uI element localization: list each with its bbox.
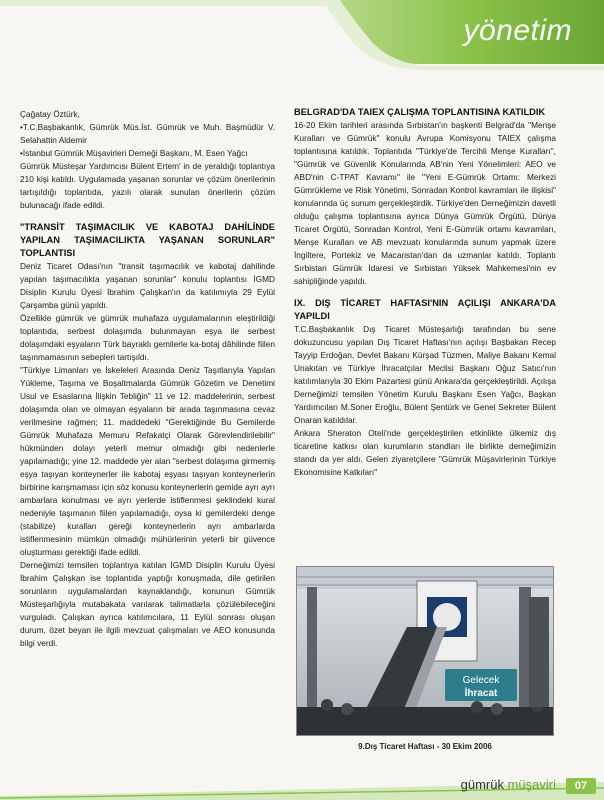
magazine-word-1: gümrük xyxy=(460,777,504,792)
left-column xyxy=(20,108,275,650)
section-title: yönetim xyxy=(463,14,572,47)
banner-text-2: İhracat xyxy=(464,688,498,699)
magazine-word-2: müşaviri xyxy=(507,777,556,792)
paragraph: Çağatay Öztürk, xyxy=(20,109,80,119)
section-heading: BELGRAD'DA TAIEX ÇALIŞMA TOPLANTISINA KATILDIK xyxy=(294,107,546,117)
paragraph: "Türkiye Limanları ve İskeleleri Arasında Deniz Taşıtlarıyla Yapılan Yükleme, Taşıma ve Boşaltmalarda Gümrük Gözetim ve Denetimi Usul ve Esaslarına İlişkin Tebliğin" 11 ve 12. maddelerinin, serbest dolaşımda olan ve olmayan eşyaların bir arada taşınmasına cevaz verilmesine rağmen; 11. maddedeki "Gerektiğinde Bu Gemilerde Gümrük Muhafaza Memuru Refakatçi Olarak Görevlendirilebilir" hükmünden dolayı yeterli memur olmadığı gibi nedenlerle yapılamadığı; yine 12. maddede yer alan "serbest dolaşıma girmemiş eşya taşıyan konteynerler ile kabotaj eşyası taşıyan konteynerlerin birbirine karışmaması için söz konusu konteynerlerin gemide ayrı ayrı ambarlara konulması ve ayrı yerlerde istiflenmesi şeklindeki kural nedeniyle taşımanın fiilen yapılamadığı, oysa ki gemilerdeki denge (stabilize) kuralları gereği konteynerlerin ayrı ambarlarda istiflenmesinin mümkün olmadığı mühürlerinin yeterli bir güvence oluşturması gerektiği ifade edildi. xyxy=(20,365,275,557)
paragraph: Derneğimizi temsilen toplantıya katılan İGMD Disiplin Kurulu Üyesi İbrahim Çalışkan ise toplantıda yaptığı konuşmada, dile getirilen sorunların uygulamalardan kaynaklandığı, konunun Gümrük Müsteşarlığıyla mutabakata varılarak talimatlarla çözülebileceğini vurguladı. Çalışkan ayrıca katılımcılara, 11 Eylül sonrası oluşan durum, özet beyan ile ilgili mevzuat çalışmaları ve AEO konusunda bilgi verdi. xyxy=(20,560,275,648)
event-photo xyxy=(296,566,554,736)
section-heading: "TRANSİT TAŞIMACILIK VE KABOTAJ DAHİLİNDE YAPILAN TAŞIMACILIKTA YAŞANAN SORUNLAR" TOPLANTISI xyxy=(20,222,275,258)
paragraph: Gümrük Müsteşar Yardımcısı Bülent Ertem' in de yeraldığı toplantıya 210 kişi katıldı. Uygulamada yaşanan sorunlar ve çözüm önerilerinin tartışıldığı toplantıda, yazılı olarak sunulan önerilerin çözüm bulunacağı ifade edildi. xyxy=(20,161,275,210)
photo-caption: 9.Dış Ticaret Haftası - 30 Ekim 2006 xyxy=(358,742,492,751)
banner-text-1: Gelecek xyxy=(462,675,500,686)
paragraph: •İstanbul Gümrük Müşavirleri Derneği Başkanı, M. Esen Yağcı xyxy=(20,148,248,158)
paragraph: Ankara Sheraton Oteli'nde gerçekleştirilen etkinlikte ülkemiz dış ticaretine katkısı olan kurumların standları ile birlikte derneğimizin standı da yer aldı. Gelen ziyaretçilere "Gümrük Müşavirlerinin Türkiye Ekonomisine Katkıları" xyxy=(294,428,556,477)
footer-band xyxy=(0,770,604,800)
exhibition-hall-image xyxy=(297,567,554,736)
paragraph: T.C.Başbakanlık Dış Ticaret Müsteşarlığı tarafından bu sene dokuzuncusu yapılan Dış Ticaret Haftası'nın açılışı Başbakan Recep Tayyip Erdoğan, Devlet Bakanı Kürşad Tüzmen, Maliye Bakanı Kemal Unakıtan ve Türkiye İhracatçılar Meclisi Başkanı Oğuz Satıcı'nın katılımlarıyla 30 Ekim Pazartesi günü Ankara'da gerçekleştirildi. Açılışa Derneğimizi temsilen Yönetim Kurulu Başkanı Esen Yağcı, Başkan Yardımcıları M.Soner Eroğlu, Bülent Şentürk ve Genel Sekreter Bülent Onaran katıldılar. xyxy=(294,324,556,425)
right-column xyxy=(294,106,556,479)
section-heading: IX. DIŞ TİCARET HAFTASI'NIN AÇILIŞI ANKARA'DA YAPILDI xyxy=(294,298,556,321)
magazine-name xyxy=(461,777,556,792)
header-band xyxy=(0,0,604,70)
paragraph: 16-20 Ekim tarihleri arasında Sırbistan'ın başkenti Belgrad'da "Menşe Kuralları ve Gümrük" konulu Avrupa Komisyonu TAIEX çalışma toplantısına katıldık. Toplantıda "Türkiye'de Tercihli Menşe Kuralları", "Gümrük ve Güvenlik Konularında AB'nin Yeni Yönelimleri: AEO ve ABD'nin C-TPAT Kavramı" ile "Yeni E-Gümrük Ortamı: Merkezi Gümrükleme ve Risk Yönetimi, Sonradan Kontrol kavramları ile ilişkisi" konularında üç sunum gerçekleştirdik. Türkiye'den Derneğimizin davetli olduğu çalışma toplantısına ayrıca Dünya Gümrük Örgütü, Dünya Ticaret Örgütü, Sonradan Kontrol, Yeni E-Gümrük ortamı kavramları, Menşe Kuralları ve AB mevzuatı konularında sunum yapmak üzere İngiltere, Portekiz ve Macaristan'dan da uzmanlar katıldı. Toplantı Sırbistan Gümrük İdaresi ve Sırbistan Yüksek Mahkemesi'nin ev sahipliğinde yapıldı. xyxy=(294,120,556,286)
paragraph: Deniz Ticaret Odası'nın "transit taşımacılık ve kabotaj dahilinde yapılan taşımacılıkta yaşanan sorunlar" konulu toplantısı İGMD Disiplin Kurulu Üyesi İbrahim Çalışkan'ın da katılımıyla 29 Eylül Çarşamba günü yapıldı. xyxy=(20,261,275,310)
paragraph: •T.C.Başbakanlık, Gümrük Müs.İst. Gümrük ve Muh. Başmüdür V. Selahattin Aldemir xyxy=(20,122,275,145)
page-number: 07 xyxy=(566,778,596,794)
paragraph: Özellikle gümrük ve gümrük muhafaza uygulamalarının eleştirildiği toplantıda, serbest dolaşımda bulunmayan eşya ile serbest dolaşımdaki eşyaların Türk bayraklı gemilerle ka-botaj dâhilinde fiilen taşınmamasının sebepleri tartışıldı. xyxy=(20,313,275,362)
